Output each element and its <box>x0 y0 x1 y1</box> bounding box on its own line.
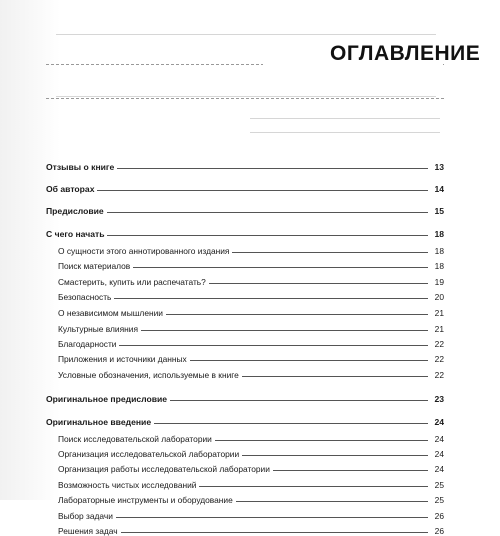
leader-line <box>199 486 428 487</box>
leader-line <box>133 267 428 268</box>
toc-entry-label: Оригинальное предисловие <box>46 394 168 404</box>
toc-section-row <box>46 333 444 349</box>
toc-section-row <box>46 286 444 302</box>
dashed-rule <box>46 98 444 99</box>
toc-section-row <box>46 240 444 256</box>
toc-section-row <box>46 520 444 536</box>
toc-page-number: 25 <box>434 480 444 490</box>
leader-line <box>121 532 428 533</box>
toc-page-number: 22 <box>434 354 444 364</box>
toc-entry-label: Поиск исследовательской лаборатории <box>58 434 212 444</box>
toc-page-number: 20 <box>434 292 444 302</box>
toc-entry-label: Условные обозначения, используемые в книге <box>58 370 239 380</box>
leader-line <box>190 360 428 361</box>
toc-chapter-row <box>46 156 444 172</box>
show-through-line <box>56 34 436 35</box>
leader-line <box>107 212 428 213</box>
toc-page-number: 21 <box>434 308 444 318</box>
toc-chapter-row <box>46 388 444 404</box>
show-through-line <box>250 118 440 119</box>
leader-line <box>154 423 428 424</box>
toc-section-row <box>46 271 444 287</box>
leader-line <box>170 400 428 401</box>
toc-section-row <box>46 458 444 474</box>
toc-page-number: 26 <box>434 511 444 521</box>
toc-entry-label: Возможность чистых исследований <box>58 480 197 490</box>
toc-entry-label: С чего начать <box>46 229 105 239</box>
toc-entry-label: Поиск материалов <box>58 261 131 271</box>
leader-line <box>116 517 428 518</box>
toc-entry-label: Решения задач <box>58 526 118 536</box>
leader-line <box>215 440 428 441</box>
toc-page-number: 18 <box>434 261 444 271</box>
toc-chapter-row <box>46 411 444 427</box>
toc-entry-label: Лабораторные инструменты и оборудование <box>58 495 233 505</box>
toc-section-row <box>46 443 444 459</box>
show-through-line <box>250 132 440 133</box>
toc-section-row <box>46 318 444 334</box>
toc-page-number: 18 <box>434 229 444 239</box>
leader-line <box>119 345 428 346</box>
toc-page-number: 19 <box>434 277 444 287</box>
leader-line <box>107 235 428 236</box>
leader-line <box>236 501 428 502</box>
leader-line <box>273 470 428 471</box>
leader-line <box>114 298 428 299</box>
toc-entry-label: Культурные влияния <box>58 324 138 334</box>
toc-page-number: 15 <box>434 206 444 216</box>
leader-line <box>97 190 428 191</box>
toc-page-number: 26 <box>434 526 444 536</box>
show-through-line <box>56 96 436 97</box>
toc-section-row <box>46 428 444 444</box>
toc-entry-label: О независимом мышлении <box>58 308 163 318</box>
toc-entry-label: Отзывы о книге <box>46 162 115 172</box>
leader-line <box>232 252 428 253</box>
toc-entry-label: Благодарности <box>58 339 117 349</box>
toc-page-number: 22 <box>434 339 444 349</box>
toc-section-row <box>46 348 444 364</box>
toc-entry-label: Выбор задачи <box>58 511 113 521</box>
leader-line <box>209 283 428 284</box>
toc-entry-label: Организация исследовательской лаборатории <box>58 449 240 459</box>
toc-page-number: 14 <box>434 184 444 194</box>
toc-chapter-row <box>46 200 444 216</box>
toc-page-number: 25 <box>434 495 444 505</box>
toc-entry-label: Безопасность <box>58 292 112 302</box>
toc-section-row <box>46 255 444 271</box>
toc-page-number: 21 <box>434 324 444 334</box>
toc-section-row <box>46 302 444 318</box>
toc-page-number: 22 <box>434 370 444 380</box>
toc-page-number: 24 <box>434 434 444 444</box>
toc-entry-label: Организация работы исследовательской лаборатории <box>58 464 270 474</box>
toc-entry-label: Смастерить, купить или распечатать? <box>58 277 206 287</box>
leader-line <box>166 314 428 315</box>
toc-page-number: 24 <box>434 464 444 474</box>
toc-chapter-row <box>46 178 444 194</box>
toc-entry-label: Приложения и источники данных <box>58 354 187 364</box>
leader-line <box>141 330 428 331</box>
toc-page-number: 13 <box>434 162 444 172</box>
toc-page-number: 18 <box>434 246 444 256</box>
toc-chapter-row <box>46 223 444 239</box>
toc-page-number: 24 <box>434 417 444 427</box>
toc-section-row <box>46 364 444 380</box>
toc-section-row <box>46 474 444 490</box>
toc-entry-label: Предисловие <box>46 206 104 216</box>
toc-entry-label: Об авторах <box>46 184 95 194</box>
toc-page-number: 24 <box>434 449 444 459</box>
toc-entry-label: О сущности этого аннотированного издания <box>58 246 230 256</box>
leader-line <box>117 168 428 169</box>
toc-entry-label: Оригинальное введение <box>46 417 152 427</box>
toc-page-number: 23 <box>434 394 444 404</box>
toc-section-row <box>46 505 444 521</box>
leader-line <box>242 376 428 377</box>
leader-line <box>242 455 428 456</box>
page-title: ОГЛАВЛЕНИЕ <box>330 42 481 65</box>
toc-section-row <box>46 489 444 505</box>
